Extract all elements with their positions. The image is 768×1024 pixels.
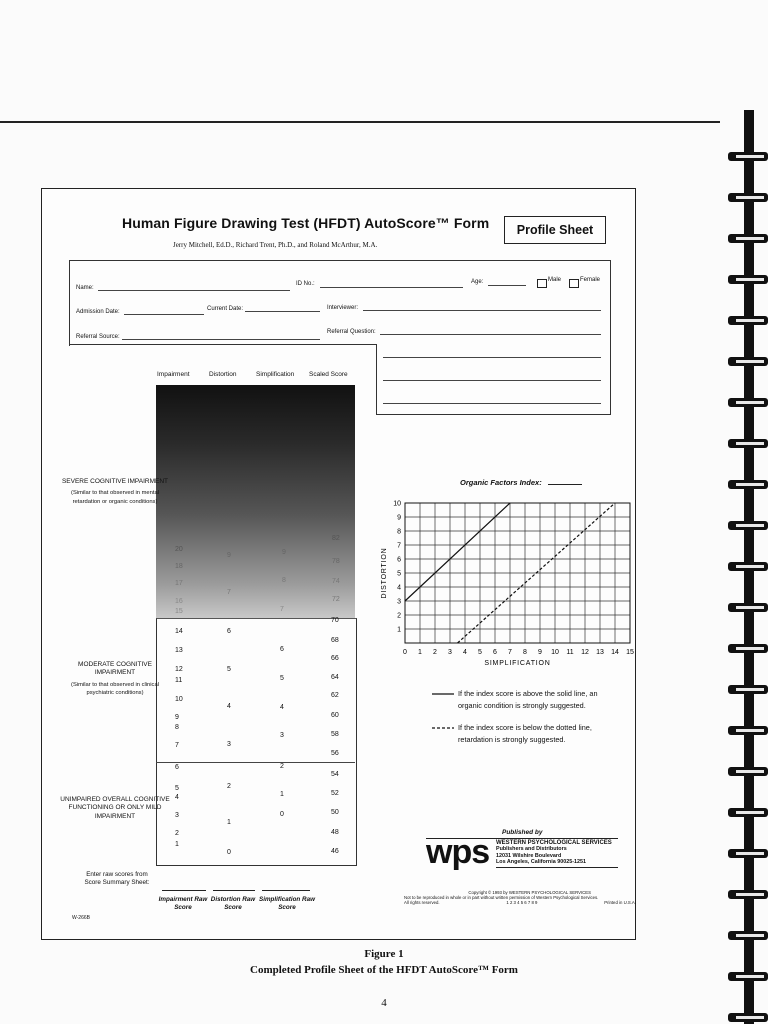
spiral-coil-highlight (736, 1016, 764, 1019)
y-tick-label: 7 (397, 542, 401, 550)
copyright-line: Copyright © 1993 by WESTERN PSYCHOLOGICAL SERVICES (468, 890, 591, 895)
scaled-score-4: 62 (331, 692, 339, 699)
y-tick-label: 1 (397, 626, 401, 634)
x-tick-label: 2 (433, 649, 437, 656)
impairment-score-13: 1 (175, 841, 179, 848)
spiral-coil-highlight (736, 565, 764, 568)
impairment-score-6: 8 (175, 724, 179, 731)
spiral-coil-highlight (736, 770, 764, 773)
age-label: Age: (471, 279, 484, 285)
impairment-score-4: 10 (175, 696, 183, 703)
form-code: W-266B (72, 915, 90, 921)
printed-line: Printed in U.S.A. (604, 900, 636, 905)
form-title: Human Figure Drawing Test (HFDT) AutoScore™ Form (122, 215, 490, 231)
distortion-score-4: 2 (227, 783, 231, 790)
impairment-raw-label: Impairment Raw Score (158, 896, 208, 911)
male-label: Male (548, 277, 562, 283)
faded-scaled-82: 82 (332, 535, 340, 542)
referral-question-label: Referral Question: (327, 329, 376, 335)
scaled-score-3: 64 (331, 674, 339, 681)
legend-dotted (432, 722, 622, 746)
male-checkbox-square (537, 279, 547, 288)
copyright-block (404, 890, 636, 905)
referral-question-line-4[interactable] (383, 395, 601, 404)
simplification-score-2: 4 (280, 704, 284, 711)
interviewer-field[interactable] (363, 302, 601, 311)
faded-impairment-15: 15 (175, 608, 183, 615)
solid-line-swatch (432, 692, 454, 696)
x-tick-label: 5 (478, 649, 482, 656)
impairment-score-1: 13 (175, 647, 183, 654)
y-tick-label: 9 (397, 514, 401, 522)
spiral-coil-highlight (736, 688, 764, 691)
male-checkbox[interactable] (537, 275, 547, 293)
current-date-label: Current Date: (207, 306, 244, 312)
y-tick-label: 8 (397, 528, 401, 536)
female-checkbox-square (569, 279, 579, 288)
column-scaled-score: Scaled Score (309, 371, 348, 378)
name-label: Name: (76, 285, 94, 291)
legend-solid (432, 688, 622, 712)
page-top-rule (0, 121, 720, 123)
distortion-score-6: 0 (227, 849, 231, 856)
category-unimpaired (60, 796, 170, 821)
x-tick-label: 13 (596, 649, 604, 656)
faded-distortion-7: 7 (227, 589, 231, 596)
wps-logo: wps (426, 833, 490, 871)
x-tick-label: 10 (551, 649, 559, 656)
y-tick-label: 10 (393, 500, 401, 508)
spiral-coil-highlight (736, 155, 764, 158)
faded-distortion-9: 9 (227, 552, 231, 559)
simplification-score-1: 5 (280, 675, 284, 682)
spiral-coil-highlight (736, 852, 764, 855)
legend-dotted-text: If the index score is below the dotted line, retardation is strongly suggested. (458, 723, 592, 744)
impairment-score-2: 12 (175, 666, 183, 673)
scaled-score-1: 68 (331, 637, 339, 644)
x-tick-label: 4 (463, 649, 467, 656)
distortion-score-2: 4 (227, 703, 231, 710)
faded-impairment-17: 17 (175, 580, 183, 587)
legend-solid-text: If the index score is above the solid line, an organic condition is strongly suggested. (458, 689, 598, 710)
raw-score-instruction: Enter raw scores from Score Summary Sheet: (84, 871, 150, 886)
referral-source-field[interactable] (122, 331, 320, 340)
admission-date-label: Admission Date: (76, 309, 120, 315)
scaled-score-5: 60 (331, 712, 339, 719)
faded-simplification-7: 7 (280, 606, 284, 613)
spiral-coil-highlight (736, 360, 764, 363)
organic-factors-index-label (460, 478, 582, 487)
spiral-coil-highlight (736, 278, 764, 281)
spiral-coil-highlight (736, 319, 764, 322)
x-tick-label: 1 (418, 649, 422, 656)
scaled-score-6: 58 (331, 731, 339, 738)
spiral-coil-highlight (736, 811, 764, 814)
spiral-coil-highlight (736, 442, 764, 445)
chart-title: Organic Factors Index: (460, 478, 542, 487)
scaled-score-2: 66 (331, 655, 339, 662)
simplification-score-4: 2 (280, 763, 284, 770)
faded-simplification-8: 8 (282, 577, 286, 584)
spiral-coil-highlight (736, 729, 764, 732)
publisher-address-2: Los Angeles, California 90025-1251 (496, 859, 586, 866)
y-tick-label: 6 (397, 556, 401, 564)
faded-impairment-20: 20 (175, 546, 183, 553)
rights-line: All rights reserved. (404, 900, 440, 905)
category-severe (60, 478, 170, 506)
distortion-raw-score-field[interactable] (213, 890, 255, 891)
simplification-score-3: 3 (280, 732, 284, 739)
referral-question-line-1[interactable] (380, 326, 601, 335)
x-tick-label: 12 (581, 649, 589, 656)
faded-scaled-78: 78 (332, 558, 340, 565)
y-tick-label: 4 (397, 584, 401, 592)
distortion-score-0: 6 (227, 628, 231, 635)
impairment-score-11: 3 (175, 812, 179, 819)
column-simplification: Simplification (256, 371, 295, 378)
distortion-score-5: 1 (227, 819, 231, 826)
figure-number: Figure 1 (364, 948, 404, 960)
spiral-coil-highlight (736, 934, 764, 937)
spiral-binding (708, 110, 768, 1024)
y-axis-label: DISTORTION (381, 547, 388, 599)
spiral-coil-highlight (736, 893, 764, 896)
x-tick-label: 11 (566, 649, 574, 656)
impairment-score-10: 4 (175, 794, 179, 801)
info-box-bottom-rule (69, 344, 377, 345)
id-field[interactable] (320, 279, 463, 288)
publisher-rule-bottom (496, 867, 618, 868)
x-tick-label: 14 (611, 649, 619, 656)
figure-caption: Completed Profile Sheet of the HFDT AutoScore™ Form (250, 964, 518, 976)
x-tick-label: 3 (448, 649, 452, 656)
faded-simplification-9: 9 (282, 549, 286, 556)
x-tick-label: 0 (403, 649, 407, 656)
publisher-address-1: 12031 Wilshire Boulevard (496, 852, 562, 859)
referral-question-line-3[interactable] (383, 372, 601, 381)
x-tick-label: 8 (523, 649, 527, 656)
scaled-score-8: 54 (331, 771, 339, 778)
x-axis-label: SIMPLIFICATION (484, 660, 551, 667)
female-checkbox[interactable] (569, 275, 579, 293)
form-authors: Jerry Mitchell, Ed.D., Richard Trent, Ph.D., and Roland McArthur, M.A. (173, 241, 378, 249)
organic-factors-index-field[interactable] (548, 484, 582, 485)
column-impairment: Impairment (157, 371, 190, 378)
faded-scaled-72: 72 (332, 596, 340, 603)
distortion-score-1: 5 (227, 666, 231, 673)
referral-question-line-2[interactable] (383, 349, 601, 358)
scaled-score-0: 70 (331, 617, 339, 624)
severe-impairment-band (156, 385, 355, 618)
spiral-coil-highlight (736, 237, 764, 240)
category-severe-title: SEVERE COGNITIVE IMPAIRMENT (61, 478, 169, 485)
simplification-score-0: 6 (280, 646, 284, 653)
faded-impairment-16: 16 (175, 598, 183, 605)
y-tick-label: 2 (397, 612, 401, 620)
simplification-raw-score-field[interactable] (262, 890, 310, 891)
faded-impairment-18: 18 (175, 563, 183, 570)
publisher-sub: Publishers and Distributors (496, 846, 567, 853)
simplification-raw-label: Simplification Raw Score (259, 896, 315, 911)
simplification-score-5: 1 (280, 791, 284, 798)
spiral-coil-highlight (736, 196, 764, 199)
profile-sheet-label: Profile Sheet (516, 223, 594, 237)
id-label: ID No.: (296, 281, 315, 287)
impairment-score-12: 2 (175, 830, 179, 837)
scaled-score-11: 48 (331, 829, 339, 836)
impairment-raw-score-field[interactable] (162, 890, 206, 891)
distortion-raw-label: Distortion Raw Score (210, 896, 256, 911)
category-moderate-note: (Similar to that observed in clinical psychiatric conditions) (71, 681, 159, 696)
referral-source-label: Referral Source: (76, 334, 120, 340)
name-field[interactable] (98, 282, 290, 291)
page-number: 4 (381, 997, 387, 1009)
impairment-score-8: 6 (175, 764, 179, 771)
publisher-address (496, 840, 612, 866)
organic-factors-chart (372, 495, 652, 675)
x-tick-label: 6 (493, 649, 497, 656)
published-by-label: Published by (502, 829, 543, 836)
category-unimpaired-title: UNIMPAIRED OVERALL COGNITIVE FUNCTIONING OR ONLY MILD IMPAIRMENT (60, 796, 170, 820)
profile-sheet-box (504, 216, 606, 244)
spiral-coil-highlight (736, 647, 764, 650)
reproduce-line: Not to be reproduced in whole or in part without written permission of Western Psychological Services. (404, 895, 599, 900)
impairment-score-3: 11 (175, 677, 183, 684)
impairment-score-7: 7 (175, 742, 179, 749)
current-date-field[interactable] (245, 303, 320, 312)
scaled-score-9: 52 (331, 790, 339, 797)
spiral-coil-highlight (736, 483, 764, 486)
x-tick-label: 7 (508, 649, 512, 656)
column-distortion: Distortion (209, 371, 237, 378)
category-severe-note: (Similar to that observed in mental retardation or organic conditions) (71, 490, 159, 505)
impairment-score-9: 5 (175, 785, 179, 792)
scaled-score-10: 50 (331, 809, 339, 816)
distortion-score-3: 3 (227, 741, 231, 748)
x-tick-label: 9 (538, 649, 542, 656)
spiral-coil-highlight (736, 524, 764, 527)
category-moderate-title: MODERATE COGNITIVE IMPAIRMENT (78, 661, 152, 677)
y-tick-label: 3 (397, 598, 401, 606)
female-label: Female (580, 277, 601, 283)
scaled-score-7: 56 (331, 750, 339, 757)
mild-impairment-divider (156, 762, 355, 763)
publisher-name: WESTERN PSYCHOLOGICAL SERVICES (496, 840, 612, 846)
profile-lower-table (156, 618, 357, 866)
age-field[interactable] (488, 277, 526, 286)
x-tick-label: 15 (626, 649, 634, 656)
dotted-line-swatch (432, 726, 454, 730)
faded-scaled-74: 74 (332, 578, 340, 585)
y-tick-label: 5 (397, 570, 401, 578)
spiral-coil-highlight (736, 401, 764, 404)
admission-date-field[interactable] (124, 306, 204, 315)
scaled-score-12: 46 (331, 848, 339, 855)
category-moderate (60, 661, 170, 697)
organic-solid-line (405, 503, 510, 601)
simplification-score-6: 0 (280, 811, 284, 818)
impairment-score-5: 9 (175, 714, 179, 721)
spiral-coil-highlight (736, 606, 764, 609)
interviewer-label: Interviewer: (327, 305, 359, 311)
impairment-score-0: 14 (175, 628, 183, 635)
print-code: 1 2 3 4 5 6 7 8 9 (506, 900, 538, 905)
